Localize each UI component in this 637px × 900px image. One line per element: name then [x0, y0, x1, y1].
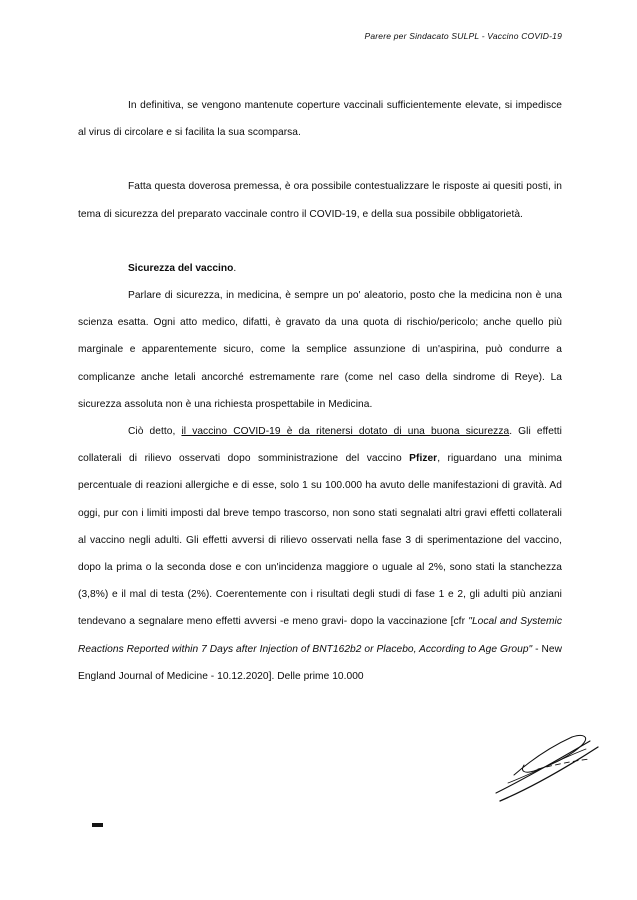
section-heading-label: Sicurezza del vaccino	[128, 262, 234, 274]
citation-source: - New England Journal of Medicine - 10.12.2020]. Delle prime 10.000	[78, 643, 562, 682]
citation-title: "Local and Systemic Reactions Reported within 7 Days after Injection of BNT162b2 or Placebo, According to Age Group"	[78, 616, 562, 655]
effetti-collaterali-text-b: , riguardano una minima percentuale di reazioni allergiche e di esse, solo 1 su 100.000 ha avuto delle manifestazioni di gravità. Ad oggi, pur con i limiti imposti dal breve tempo trascorso, non sono stati segnalati altri gravi effetti collaterali al vaccino negli adulti. Gli effetti avversi di rilievo osservati nella fase 3 di sperimentazione del vaccino, dopo la prima o la seconda dose e con un'incidenza maggiore o uguale al 2%, sono stati la stanchezza (3,8%) e il mal di testa (2%). Coerentemente con i risultati degli studi di fase 1 e 2, gli adulti più anziani tendevano a segnalare meno effetti avversi -e meno gravi- dopo la vaccinazione [cfr	[78, 453, 562, 628]
paragraph-parlare-di-sicurezza: Parlare di sicurezza, in medicina, è sempre un po' aleatorio, posto che la medicina non è una scienza esatta. Ogni atto medico, difatti, è gravato da una quota di rischio/pericolo; anche quello più marginale e apparentemente sicuro, come la semplice assunzione di un'aspirina, può condurre a complicanze anche letali ancorché estremamente rare (come nel caso della sindrome di Reye). La sicurezza assoluta non è una richiesta prospettabile in Medicina.	[78, 290, 562, 410]
running-header: Parere per Sindacato SULPL - Vaccino COVID-19	[364, 31, 562, 41]
paragraph-definitiva: In definitiva, se vengono mantenute coperture vaccinali sufficientemente elevate, si impedisce al virus di circolare e si facilita la sua scomparsa.	[78, 100, 562, 139]
handwritten-signature	[494, 731, 614, 811]
underlined-claim: il vaccino COVID-19 è da ritenersi dotato di una buona sicurezza	[181, 426, 510, 438]
paragraph-premessa: Fatta questa doverosa premessa, è ora possibile contestualizzare le risposte ai quesiti posti, in tema di sicurezza del preparato vaccinale contro il COVID-19, e della sua possibile obbligatorietà.	[78, 181, 562, 220]
body-text-column	[78, 92, 562, 690]
scan-artifact-dash	[92, 823, 103, 827]
section-heading-period: .	[233, 262, 237, 274]
paragraph-cio-detto	[78, 418, 562, 690]
cio-detto-lead: Ciò detto,	[128, 426, 182, 438]
effetti-collaterali-text-a: . Gli effetti collaterali di rilievo osservati dopo somministrazione del vaccino	[78, 426, 562, 465]
brand-name-pfizer: Pfizer	[409, 453, 438, 465]
section-heading-sicurezza	[78, 255, 562, 282]
